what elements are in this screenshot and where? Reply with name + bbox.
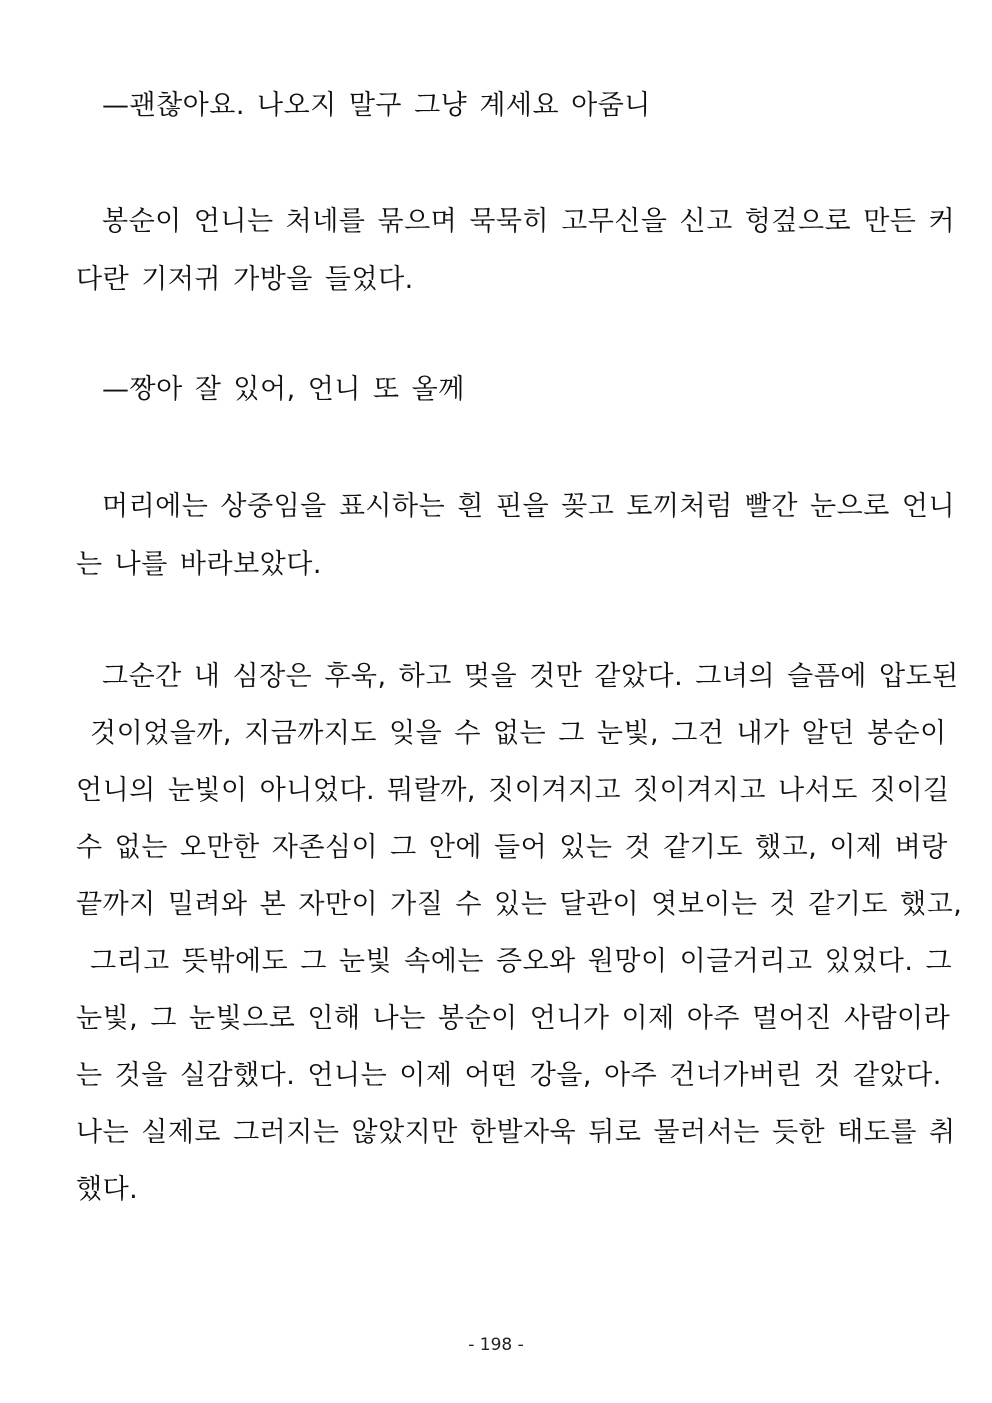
text-line-paragraph-3-10: 했다. (76, 1174, 139, 1205)
text-line-paragraph-3-4: 수 없는 오만한 자존심이 그 안에 들어 있는 것 같기도 했고, 이제 벼랑 (76, 832, 948, 863)
text-line-paragraph-3-7: 눈빛, 그 눈빛으로 인해 나는 봉순이 언니가 이제 아주 멀어진 사람이라 (76, 1003, 951, 1034)
text-line-paragraph-3-2: 것이었을까, 지금까지도 잊을 수 없는 그 눈빛, 그건 내가 알던 봉순이 (90, 718, 947, 749)
text-line-paragraph-3-9: 나는 실제로 그러지는 않았지만 한발자욱 뒤로 물러서는 듯한 태도를 취 (76, 1117, 956, 1148)
text-line-paragraph-2-2: 는 나를 바라보았다. (76, 549, 322, 580)
text-line-dialogue-1: —괜찮아요. 나오지 말구 그냥 계세요 아줌니 (102, 90, 651, 121)
text-line-paragraph-1-1: 봉순이 언니는 처네를 묶으며 묵묵히 고무신을 신고 헝겊으로 만든 커 (102, 206, 956, 237)
text-line-paragraph-3-1: 그순간 내 심장은 후욱, 하고 멎을 것만 같았다. 그녀의 슬픔에 압도된 (102, 661, 959, 692)
text-line-dialogue-2: —짱아 잘 있어, 언니 또 올께 (102, 374, 465, 405)
text-line-paragraph-3-3: 언니의 눈빛이 아니었다. 뭐랄까, 짓이겨지고 짓이겨지고 나서도 짓이길 (76, 775, 950, 806)
text-line-paragraph-3-5: 끝까지 밀려와 본 자만이 가질 수 있는 달관이 엿보이는 것 같기도 했고, (76, 889, 963, 920)
text-line-paragraph-3-8: 는 것을 실감했다. 언니는 이제 어떤 강을, 아주 건너가버린 것 같았다. (76, 1060, 942, 1091)
text-line-paragraph-3-6: 그리고 뜻밖에도 그 눈빛 속에는 증오와 원망이 이글거리고 있었다. 그 (90, 946, 953, 977)
text-line-paragraph-2-1: 머리에는 상중임을 표시하는 흰 핀을 꽂고 토끼처럼 빨간 눈으로 언니 (102, 491, 956, 522)
text-line-paragraph-1-2: 다란 기저귀 가방을 들었다. (76, 264, 414, 295)
page-number: - 198 - (468, 1335, 524, 1355)
